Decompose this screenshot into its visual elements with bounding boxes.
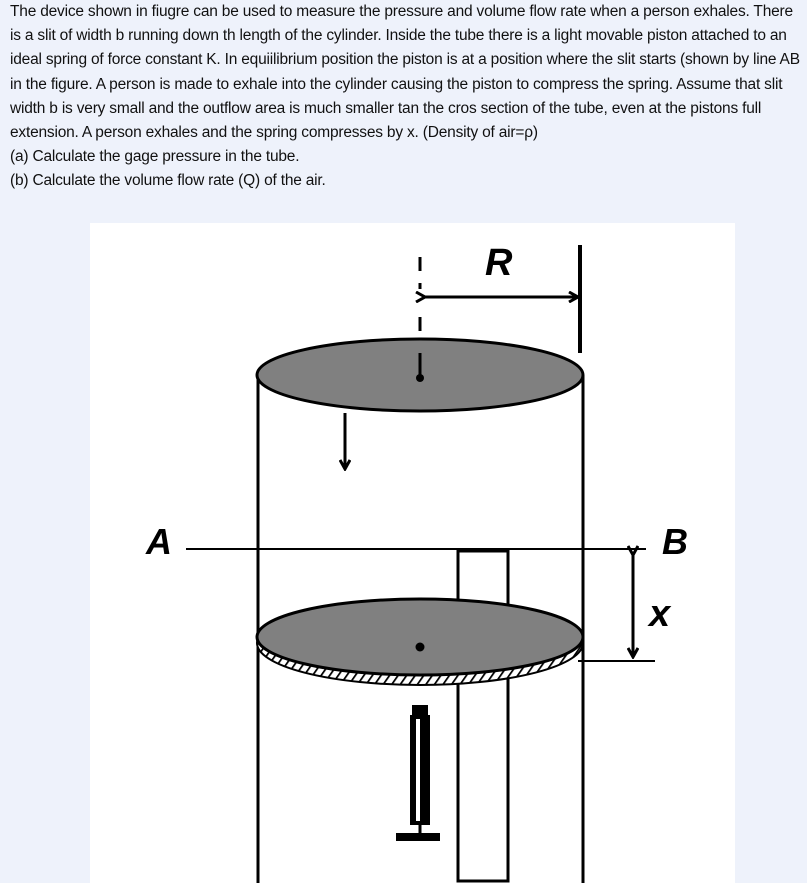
label-x: x — [649, 593, 671, 635]
radius-label: R — [485, 242, 513, 284]
question-part-a: (a) Calculate the gage pressure in the tube. — [10, 148, 300, 166]
label-a: A — [146, 521, 172, 562]
piston — [257, 599, 583, 675]
spring-top-cap — [412, 705, 428, 715]
top-center-dot — [416, 374, 424, 382]
device-figure — [90, 223, 735, 883]
problem-text — [10, 0, 805, 194]
spring-highlight — [416, 719, 420, 821]
piston-center-dot — [416, 643, 425, 652]
cylinder-diagram — [90, 223, 735, 883]
spring-base — [396, 833, 440, 841]
question-part-b: (b) Calculate the volume flow rate (Q) of the air. — [10, 172, 326, 190]
label-b: B — [662, 521, 688, 562]
problem-statement: The device shown in fiugre can be used to measure the pressure and volume flow rate when a person exhales. There is a slit of width b running down th length of the cylinder. Inside the tube there is a light movable piston attached to an ideal spring of force constant K. In equiilibrium position the piston is at a position where the slit starts (shown by line AB in the figure. A person is made to exhale into the cylinder causing the piston to compress the spring. Assume that slit width b is very small and the outflow area is much smaller tan the cros section of the tube, even at the pistons full extension. A person exhales and the spring compresses by x. (Density of air=ρ) — [10, 3, 800, 142]
